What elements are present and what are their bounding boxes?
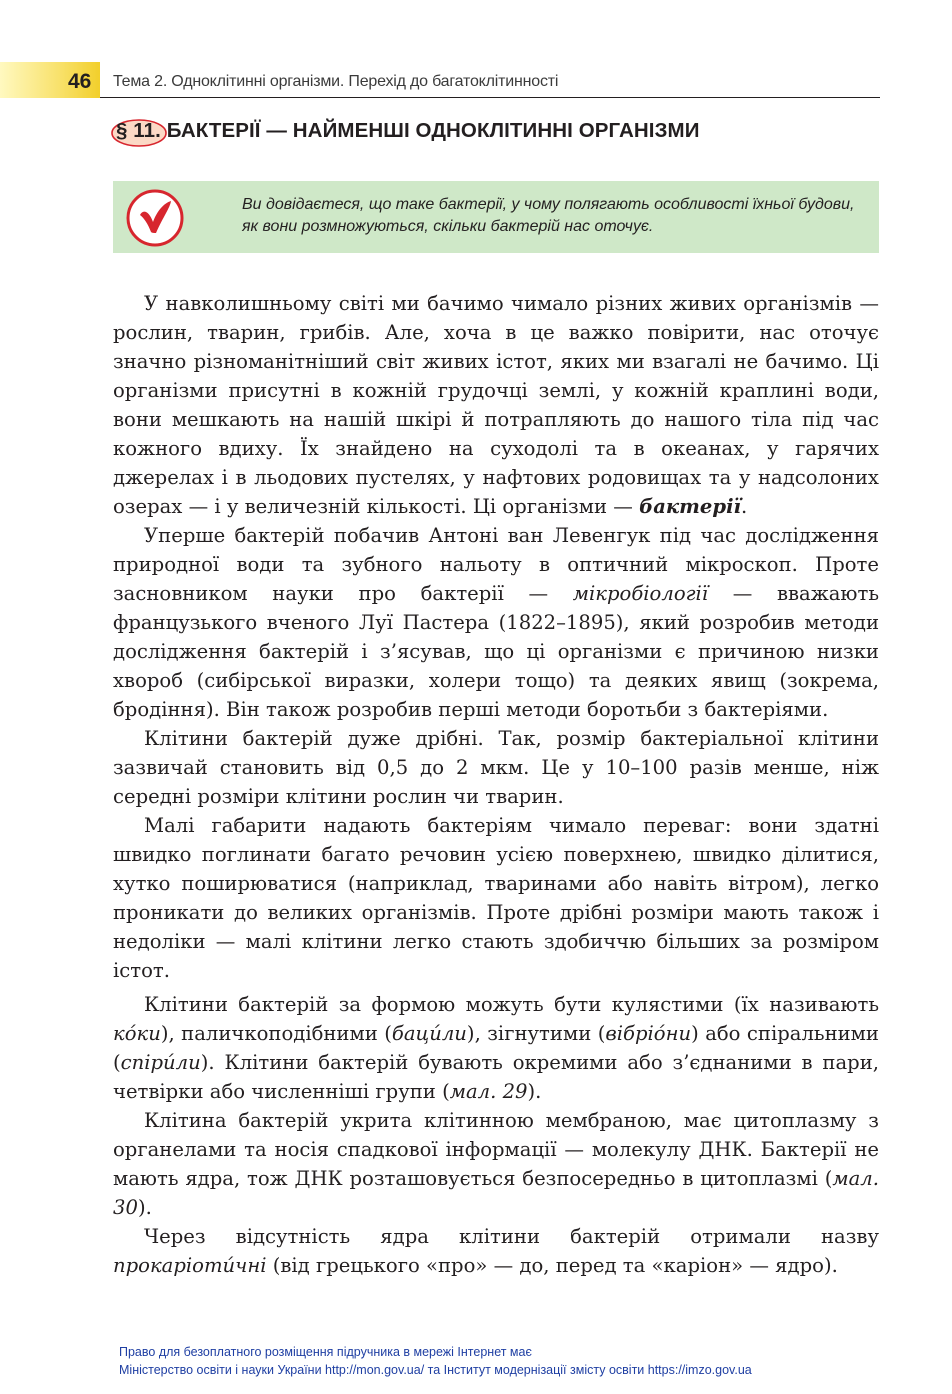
section-heading xyxy=(116,119,700,143)
license-line-2: Міністерство освіти і науки України http://mon.gov.ua/ та Інститут модернізації змісту освіти https://imzo.gov.ua xyxy=(119,1363,752,1377)
paragraph-text: ) або спіральними ( xyxy=(113,1022,879,1074)
paragraph-text: ). Клітини бактерій бувають окремими або з’єднаними в пари, четвірки або численніші групи ( xyxy=(113,1051,879,1103)
paragraph-prokaryotes xyxy=(113,1222,879,1280)
paragraph-text: Уперше бактерій побачив Антоні ван Левенгук під час дослідження природної води та зубного нальоту в оптичний мікроскоп. Проте засновником науки про бактерії — xyxy=(113,524,879,605)
section-number: § 11 xyxy=(116,119,156,142)
learning-goals-text: Ви довідаєтеся, що таке бактерії, у чому полягають особливості їхньої будови, як вони розмножуються, скільки бактерій нас оточує. xyxy=(242,196,855,235)
paragraph-text: Клітина бактерій укрита клітинною мембраною, має цитоплазму з органелами та носія спадкової інформації — молекулу ДНК. Бактерії не мають ядра, тож ДНК розташовується безпосередньо в цитоплазмі ( xyxy=(113,1109,879,1190)
paragraph-intro xyxy=(113,289,879,521)
term-bacteria: бактерії xyxy=(639,495,741,518)
learning-goals-box xyxy=(113,181,879,253)
paragraph-text: (від грецького «про» — до, перед та «каріон» — ядро). xyxy=(266,1254,838,1277)
term-spirilla: спіри́ли xyxy=(120,1051,201,1074)
paragraph-size: Клітини бактерій дуже дрібні. Так, розмір бактеріальної клітини зазвичай становить від 0,5 до 2 мкм. Це у 10–100 разів менше, ніж середні розміри клітини рослин чи тварин. xyxy=(113,727,879,808)
paragraph-text: Клітини бактерій за формою можуть бути кулястими (їх називають xyxy=(144,993,879,1016)
paragraph-end: . xyxy=(740,495,748,518)
article-body xyxy=(113,289,879,1280)
term-prokaryotic: прокаріоти́чні xyxy=(113,1254,267,1277)
paragraph-text: Через відсутність ядра клітини бактерій отримали назву xyxy=(144,1225,879,1248)
paragraph-text: ), паличкоподібними ( xyxy=(160,1022,392,1045)
license-line-1: Право для безоплатного розміщення підручника в мережі Інтернет має xyxy=(119,1345,532,1359)
paragraph-structure xyxy=(113,1106,879,1222)
paragraph-shapes xyxy=(113,990,879,1106)
paragraph-text: ). xyxy=(137,1196,152,1219)
paragraph-text: ). xyxy=(527,1080,542,1103)
paragraph-text: ), зігнутими ( xyxy=(466,1022,606,1045)
page-number: 46 xyxy=(68,70,92,93)
paragraph-advantages: Малі габарити надають бактеріям чимало переваг: вони здатні швидко поглинати багато речовин усією поверхнею, швидко ділитися, хутко поширюватися (наприклад, тваринами або навіть вітром), легко проникати до великих організмів. Проте дрібні розміри мають також і недоліки — малі клітини легко стають здобиччю більших за розміром істот. xyxy=(113,814,879,982)
paragraph-history xyxy=(113,521,879,724)
term-microbiology: мікробіології xyxy=(572,582,709,605)
paragraph-text: — вважають французького вченого Луї Пастера (1822–1895), який розробив методи дослідження бактерій і з’ясував, що ці організми є причиною низки хвороб (сибірської виразки, холери тощо) та деяких явищ (зокрема, бродіння). Він також розробив перші методи боротьби з бактеріями. xyxy=(113,582,879,721)
term-cocci: ко́ки xyxy=(113,1022,161,1045)
running-header: Тема 2. Одноклітинні організми. Перехід до багатоклітинності xyxy=(113,73,559,90)
header-rule xyxy=(100,97,880,98)
license-footer xyxy=(119,1343,752,1379)
term-bacilli: баци́ли xyxy=(391,1022,467,1045)
term-vibrios: вібріо́ни xyxy=(605,1022,692,1045)
paragraph-text: У навколишньому світі ми бачимо чимало різних живих організмів — рослин, тварин, грибів. Але, хоча в це важко повірити, нас оточує значно різноманітніший світ живих істот, яких ми взагалі не бачимо. Ці організми присутні в кожній грудочці землі, у кожній краплині води, вони мешкають на нашій шкірі й потрапляють до нашого тіла під час кожного вдиху. Їх знайдено на суходолі та в океанах, у гарячих джерелах і в льодових пустелях, у нафтових родовищах та у надсолоних озерах — і у величезній кількості. Ці організми — xyxy=(113,292,879,518)
figure-ref-30: мал. 30 xyxy=(113,1167,879,1219)
check-mark-icon xyxy=(126,189,184,247)
section-title: . БАКТЕРІЇ — НАЙМЕНШІ ОДНОКЛІТИННІ ОРГАНІЗМИ xyxy=(155,119,700,142)
figure-ref-29: мал. 29 xyxy=(449,1080,528,1103)
